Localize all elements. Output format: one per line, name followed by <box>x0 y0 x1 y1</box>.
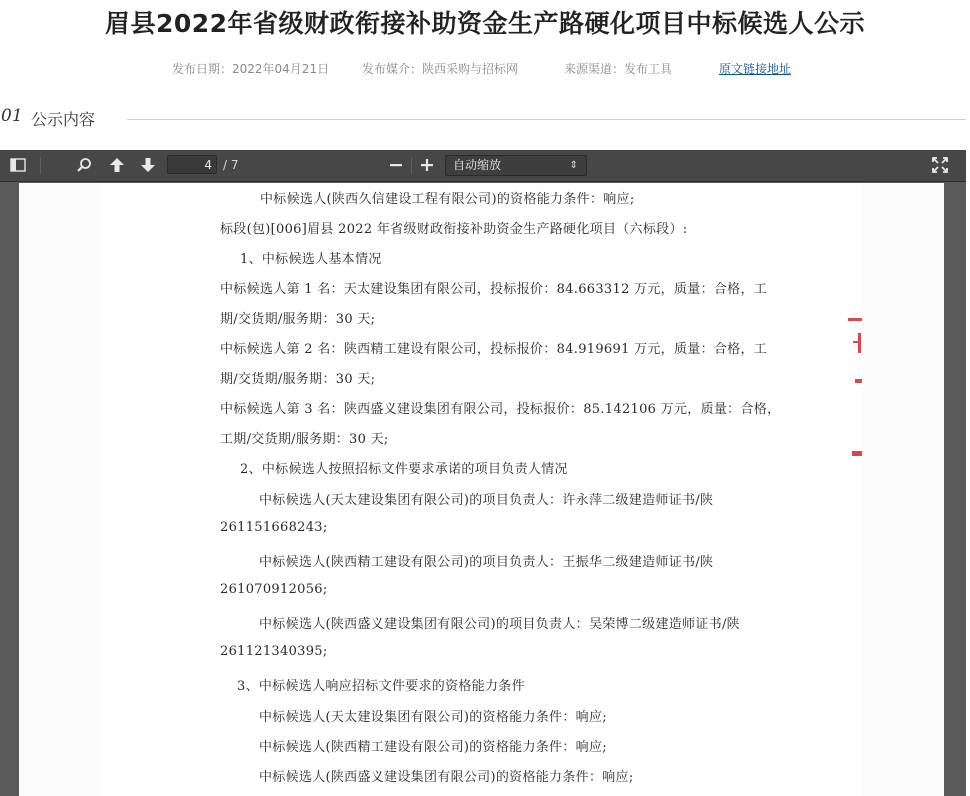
doc-line: 中标候选人第 3 名：陕西盛义建设集团有限公司，投标报价：85.142106 万元，质量：合格， <box>220 402 781 417</box>
doc-line: 中标候选人(陕西盛义建设集团有限公司)的资格能力条件：响应; <box>259 770 634 785</box>
zoom-caret-icon: ⇕ <box>569 160 578 171</box>
doc-line: 中标候选人(天太建设集团有限公司)的项目负责人：许永萍二级建造师证书/陕 <box>259 493 714 508</box>
doc-line: 中标候选人第 2 名：陕西精工建设有限公司，投标报价：84.919691 万元，质量：合格，工 <box>220 342 768 357</box>
sidebar-toggle-icon[interactable] <box>6 154 30 176</box>
pdf-page <box>19 183 944 796</box>
doc-line: 期/交货期/服务期：30 天; <box>220 372 376 387</box>
zoom-in-icon[interactable] <box>415 154 439 176</box>
toolbar-separator <box>411 157 412 174</box>
page-margin <box>862 183 944 796</box>
section-label: 公示内容 <box>31 110 96 129</box>
doc-line: 2、中标候选人按照招标文件要求承诺的项目负责人情况 <box>240 462 568 477</box>
doc-line: 中标候选人(天太建设集团有限公司)的资格能力条件：响应; <box>259 710 607 725</box>
doc-line: 中标候选人(陕西精工建设有限公司)的项目负责人：王振华二级建造师证书/陕 <box>259 555 714 570</box>
doc-line: 中标候选人(陕西盛义建设集团有限公司)的项目负责人：吴荣博二级建造师证书/陕 <box>259 617 740 632</box>
doc-line: 期/交货期/服务期：30 天; <box>220 312 376 327</box>
doc-line: 261151668243; <box>220 520 328 535</box>
doc-line: 中标候选人(陕西精工建设有限公司)的资格能力条件：响应; <box>259 740 607 755</box>
doc-line: 工期/交货期/服务期：30 天; <box>220 432 389 447</box>
fullscreen-icon[interactable] <box>928 154 952 176</box>
page-margin <box>19 183 101 796</box>
search-icon[interactable] <box>72 154 96 176</box>
page-up-icon[interactable] <box>105 154 129 176</box>
doc-line: 标段(包)[006]眉县 2022 年省级财政衔接补助资金生产路硬化项目（六标段）: <box>220 222 688 237</box>
publish-media: 发布媒介：陕西采购与招标网 <box>362 62 519 76</box>
page-title: 眉县2022年省级财政衔接补助资金生产路硬化项目中标候选人公示 <box>104 9 866 38</box>
doc-line: 1、中标候选人基本情况 <box>240 252 382 267</box>
section-number: 01 <box>1 106 23 126</box>
doc-line: 中标候选人第 1 名：天太建设集团有限公司，投标报价：84.663312 万元，质量：合格，工 <box>220 282 768 297</box>
doc-line: 261121340395; <box>220 644 328 659</box>
doc-line: 中标候选人(陕西久信建设工程有限公司)的资格能力条件：响应; <box>260 192 635 207</box>
publish-date: 发布日期：2022年04月21日 <box>172 62 330 76</box>
page-down-icon[interactable] <box>136 154 160 176</box>
section-heading <box>0 104 970 132</box>
page-number-input[interactable]: 4 <box>167 155 217 174</box>
toolbar-separator <box>40 157 41 174</box>
original-link[interactable]: 原文链接地址 <box>719 62 792 76</box>
source-channel: 来源渠道：发布工具 <box>564 62 673 76</box>
doc-line: 3、中标候选人响应招标文件要求的资格能力条件 <box>237 679 525 694</box>
doc-line: 261070912056; <box>220 582 328 597</box>
zoom-out-icon[interactable] <box>384 154 408 176</box>
pdf-toolbar <box>0 150 966 182</box>
zoom-select-value: 自动缩放 <box>453 158 502 172</box>
section-divider <box>127 119 966 120</box>
zoom-select[interactable] <box>445 155 587 176</box>
page-count: / 7 <box>223 158 239 172</box>
pdf-viewer <box>0 150 966 796</box>
